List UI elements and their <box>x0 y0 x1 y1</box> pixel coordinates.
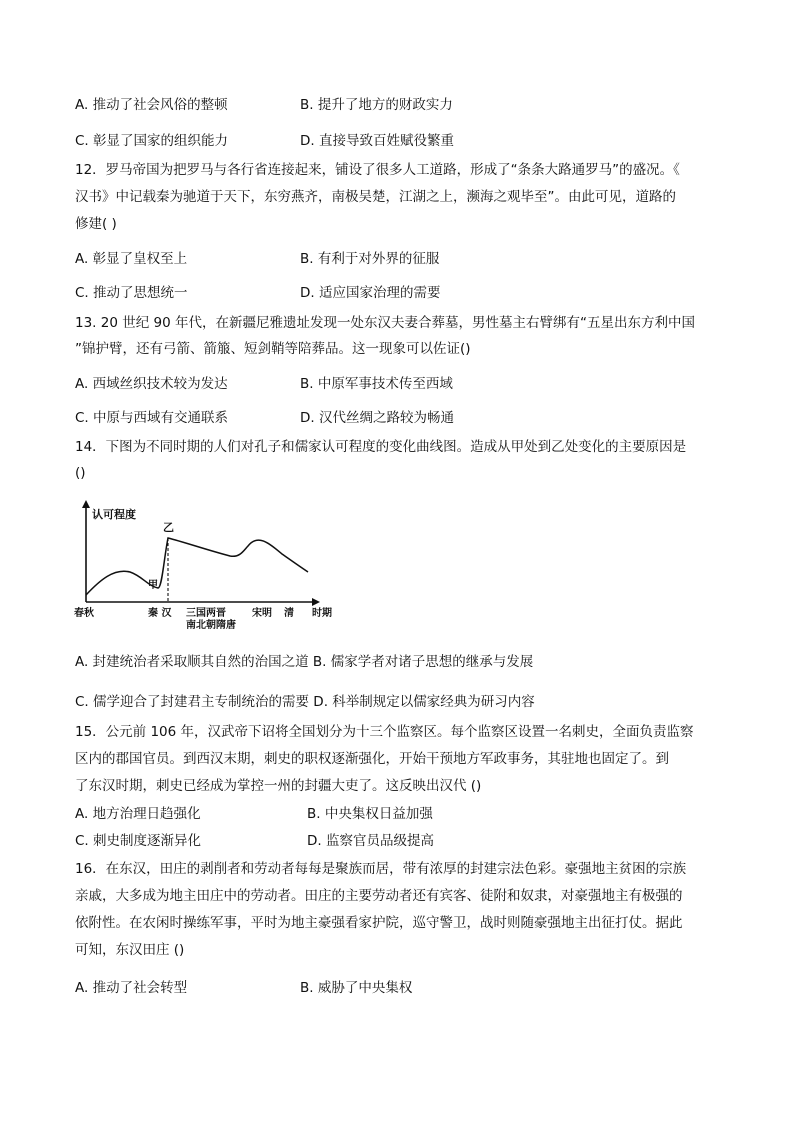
q12-stem-line-2: 汉书》中记载秦为驰道于天下，东穷燕齐，南极吴楚，江湖之上，濒海之观毕至”。由此可见，道路的 <box>75 189 676 205</box>
confucianism-recognition-figure <box>72 498 332 636</box>
q11-option-a: A. 推动了社会风俗的整顿 <box>75 97 228 113</box>
q11-option-c: C. 彰显了国家的组织能力 <box>75 133 229 149</box>
q13-option-b: B. 中原军事技术传至西域 <box>300 376 453 392</box>
q14-stem-line-1: 14．下图为不同时期的人们对孔子和儒家认可程度的变化曲线图。造成从甲处到乙处变化的主要原因是 <box>75 439 687 455</box>
x-axis-arrow <box>312 598 320 606</box>
q15-stem-line-3: 了东汉时期，刺史已经成为掌控一州的封疆大吏了。这反映出汉代 () <box>75 778 482 794</box>
q14-stem-line-2: () <box>75 465 86 481</box>
q11-option-b: B. 提升了地方的财政实力 <box>300 97 453 113</box>
mark-yi: 乙 <box>163 521 174 534</box>
q12-stem-line-1: 12．罗马帝国为把罗马与各行省连接起来，铺设了很多人工道路，形成了“条条大路通罗马”的盛况。《 <box>75 162 680 178</box>
y-axis-arrow <box>82 500 90 508</box>
q11-option-d: D. 直接导致百姓赋役繁重 <box>300 133 454 149</box>
q16-option-b: B. 威胁了中央集权 <box>300 980 413 996</box>
recognition-curve <box>86 538 308 595</box>
q14-options-cd: C. 儒学迎合了封建君主专制统治的需要 D. 科举制规定以儒家经典为研习内容 <box>75 694 535 710</box>
q14-options-ab: A. 封建统治者采取顺其自然的治国之道 B. 儒家学者对诸子思想的继承与发展 <box>75 654 534 670</box>
tick-label-chunqiu: 春秋 <box>74 608 94 619</box>
q16-stem-line-2: 亲戚，大多成为地主田庄中的劳动者。田庄的主要劳动者还有宾客、徒附和奴隶，对豪强地主有极强的 <box>75 888 683 904</box>
q12-option-c: C. 推动了思想统一 <box>75 285 188 301</box>
q16-option-a: A. 推动了社会转型 <box>75 980 188 996</box>
q13-option-a: A. 西域丝织技术较为发达 <box>75 376 228 392</box>
q13-option-c: C. 中原与西域有交通联系 <box>75 410 229 426</box>
q12-option-b: B. 有利于对外界的征服 <box>300 251 440 267</box>
x-axis-label: 时期 <box>312 608 332 619</box>
tick-label-qin-han: 秦 汉 <box>148 608 172 619</box>
q13-stem-line-1: 13. 20 世纪 90 年代，在新疆尼雅遗址发现一处东汉夫妻合葬墓，男性墓主右臂绑有“五星出东方利中国 <box>75 315 695 331</box>
mark-jia: 甲 <box>148 580 158 591</box>
q16-stem-line-3: 依附性。在农闲时操练军事，平时为地主豪强看家护院，巡守警卫，战时则随豪强地主出征打仗。据此 <box>75 915 683 931</box>
q12-option-a: A. 彰显了皇权至上 <box>75 251 188 267</box>
q15-option-d: D. 监察官员品级提高 <box>307 833 434 849</box>
q13-option-d: D. 汉代丝绸之路较为畅通 <box>300 410 454 426</box>
q12-option-d: D. 适应国家治理的需要 <box>300 285 441 301</box>
tick-label-nanbeichao: 南北朝隋唐 <box>186 620 236 631</box>
q15-option-b: B. 中央集权日益加强 <box>307 806 433 822</box>
tick-label-songming: 宋明 <box>252 608 272 619</box>
q15-stem-line-1: 15．公元前 106 年，汉武帝下诏将全国划分为十三个监察区。每个监察区设置一名刺史，全面负责监察 <box>75 724 694 740</box>
q13-stem-line-2: ”锦护臂，还有弓箭、箭箙、短剑鞘等陪葬品。这一现象可以佐证() <box>75 341 471 357</box>
q16-stem-line-1: 16．在东汉，田庄的剥削者和劳动者每每是聚族而居，带有浓厚的封建宗法色彩。豪强地主贫困的宗族 <box>75 861 687 877</box>
q16-stem-line-4: 可知，东汉田庄 () <box>75 942 185 958</box>
q15-option-c: C. 刺史制度逐渐异化 <box>75 833 202 849</box>
tick-label-sanguo: 三国两晋 <box>186 608 226 619</box>
q15-stem-line-2: 区内的郡国官员。到西汉末期，刺史的职权逐渐强化，开始干预地方军政事务，其驻地也固定了。到 <box>75 751 669 767</box>
y-axis-label: 认可程度 <box>92 508 136 521</box>
tick-label-qing: 清 <box>284 608 294 619</box>
q12-stem-line-3: 修建( ) <box>75 216 117 232</box>
q15-option-a: A. 地方治理日趋强化 <box>75 806 201 822</box>
